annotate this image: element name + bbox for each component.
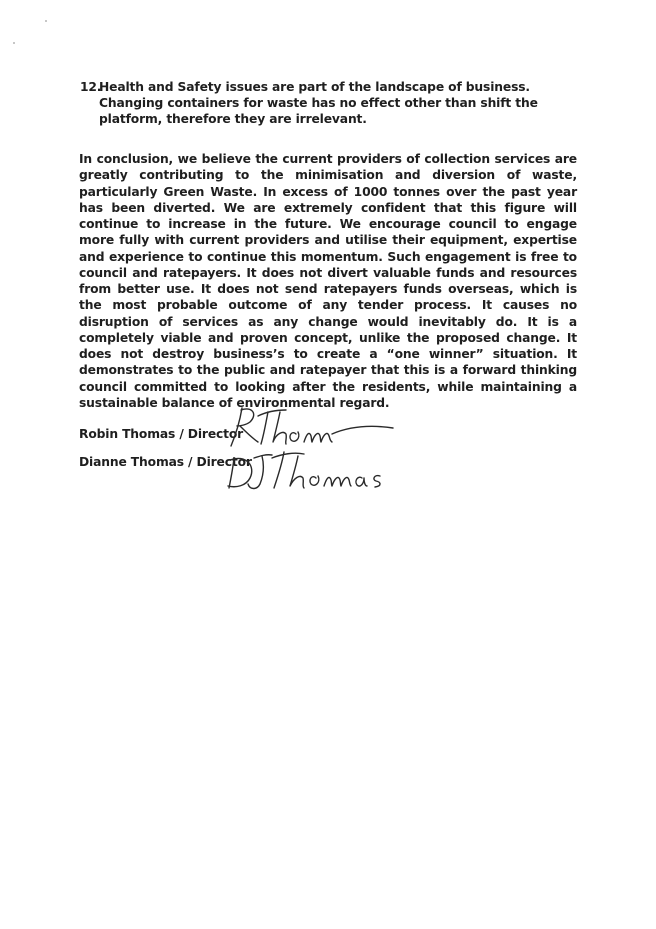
signatory-dianne-label: Dianne Thomas / Director xyxy=(79,455,252,469)
scan-speck xyxy=(13,42,15,44)
signature-dianne-thomas xyxy=(224,448,392,494)
signatory-robin-label: Robin Thomas / Director xyxy=(79,427,244,441)
numbered-point-12 xyxy=(80,79,580,127)
signature-robin-thomas xyxy=(228,404,398,452)
scan-speck xyxy=(45,20,47,22)
point-number: 12. xyxy=(80,80,102,94)
conclusion-paragraph: In conclusion, we believe the current providers of collection services are greatly contributing to the minimisation and diversion of waste, particularly Green Waste. In excess of 1000 tonnes over the past year has been diverted. We are extremely confident that this figure will continue to increase in the future. We encourage council to engage more fully with current providers and utilise their equipment, expertise and experience to continue this momentum. Such engagement is free to council and ratepayers. It does not divert valuable funds and resources from better use. It does not send ratepayers funds overseas, which is the most probable outcome of any tender process. It causes no disruption of services as any change would inevitably do. It is a completely viable and proven concept, unlike the proposed change. It does not destroy business’s to create a “one winner” situation. It demonstrates to the public and ratepayer that this is a forward thinking council committed to looking after the residents, while maintaining a sustainable balance of environmental regard. xyxy=(79,152,577,410)
point-text: Health and Safety issues are part of the landscape of business. Changing containers for waste has no effect other than shift the platform, therefore they are irrelevant. xyxy=(99,80,538,126)
